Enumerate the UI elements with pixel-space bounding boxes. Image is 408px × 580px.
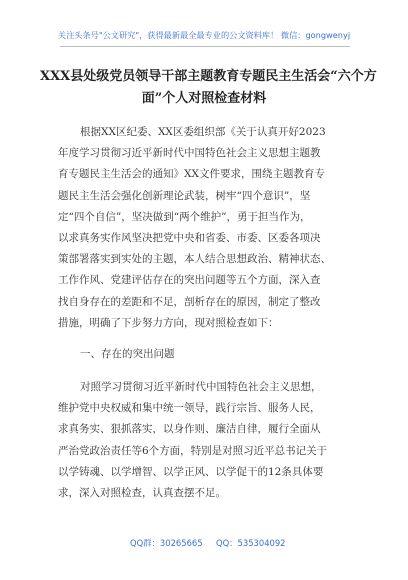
title-line-1: XXX县处级党员领导干部主题教育专题民主生活会“六个方 [40, 69, 377, 84]
title-line-2: 面”个人对照检查材料 [141, 91, 267, 106]
paragraph-line: 根据XX区纪委、XX区委组织部《关于认真开好2023 [80, 126, 326, 138]
paragraph-line: 工作作风、党建评估存在的突出问题等五个方面，深入查 [58, 274, 321, 287]
paragraph-line: 题民主生活会强化创新理论武装，树牢“四个意识”，坚 [58, 189, 311, 202]
section-heading: 一、存在的突出问题 [80, 348, 175, 361]
footer-qq-group: QQ群：30265665 [130, 538, 203, 548]
document-title [40, 66, 377, 110]
paragraph-line: 定“四个自信”，坚决做到“两个维护”，勇于担当作为， [58, 210, 311, 223]
header-divider [60, 46, 350, 47]
paragraph-issues [58, 377, 352, 504]
paragraph-line: 以求真务实作风坚决把党中央和省委、市委、区委各项决 [58, 232, 321, 245]
paragraph-line: 找自身存在的差距和不足，剖析存在的原因，制定了整改 [58, 295, 321, 308]
header-promo-text: 关注头条号"公文研究"，获得最新最全最专业的公文资料库！ 微信：gongwenyj [57, 30, 351, 40]
paragraph-line: 策部署落实到实处的主题，本人结合思想政治、精神状态、 [58, 253, 331, 266]
paragraph-line: 维护党中央权威和集中统一领导，践行宗旨、服务人民， [58, 402, 321, 415]
page-footer [0, 537, 408, 557]
paragraph-line: 对照学习贯彻习近平新时代中国特色社会主义思想， [80, 381, 322, 394]
page-header [0, 0, 408, 58]
paragraph-line: 育专题民主生活会的通知》XX文件要求，围绕主题教育专 [58, 168, 325, 181]
paragraph-line: 求真务实、狠抓落实，以身作则、廉洁自律，履行全面从 [58, 423, 321, 436]
paragraph-line: 措施，明确了下步努力方向，现对照检查如下： [58, 316, 279, 329]
document-body [58, 122, 352, 504]
paragraph-intro [58, 122, 352, 334]
paragraph-line: 严治党政治责任等6个方面，特别是对照习近平总书记关于 [58, 444, 328, 457]
paragraph-line: 求，深入对照检查，认真查摆不足。 [58, 487, 226, 500]
paragraph-line: 年度学习贯彻习近平新时代中国特色社会主义思想主题教 [58, 147, 321, 160]
footer-qq-number: QQ：535304092 [216, 538, 286, 548]
paragraph-line: 以学铸魂、以学增智、以学正风、以学促干的12条具体要 [58, 465, 324, 478]
